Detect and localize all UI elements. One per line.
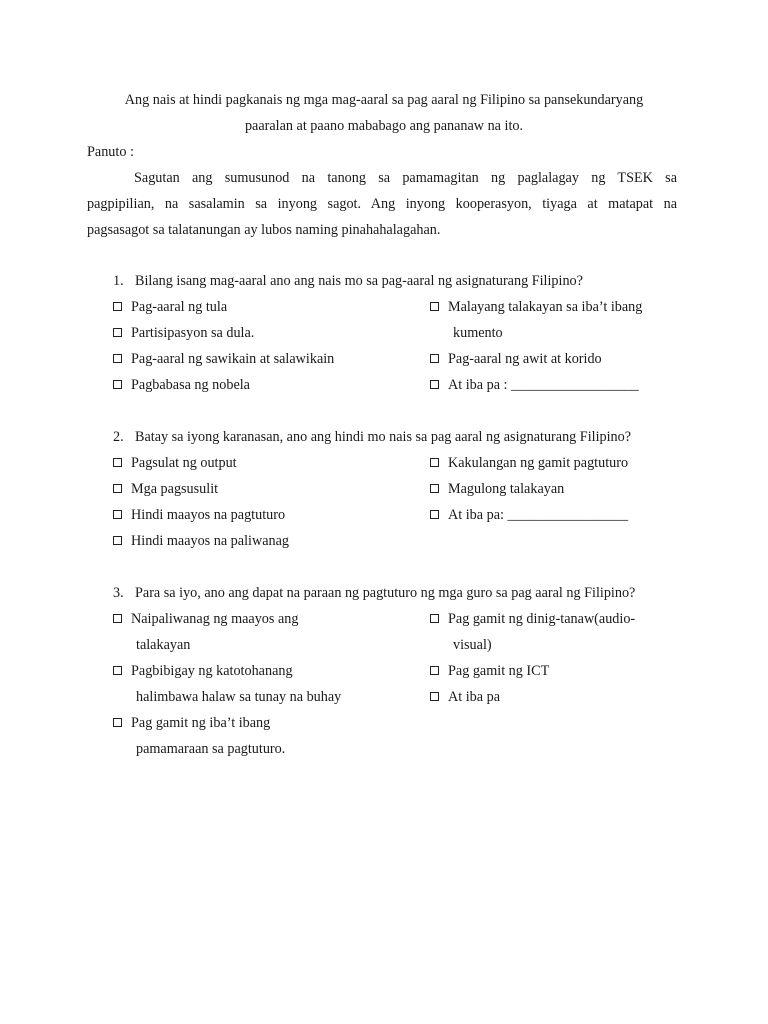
option-label: Mga pagsusulit: [131, 481, 219, 497]
option-q3-left-1[interactable]: [113, 610, 298, 628]
checkbox[interactable]: [113, 302, 122, 311]
instructions-heading: Panuto :: [87, 144, 134, 160]
option-q1-right-1-cont: kumento: [453, 325, 503, 341]
option-q3-right-2[interactable]: [430, 662, 549, 680]
option-q1-left-4[interactable]: [113, 376, 250, 394]
checkbox[interactable]: [113, 510, 122, 519]
instructions-line-1: Sagutan ang sumusunod na tanong sa pamamagitan ng paglalagay ng TSEK sa: [134, 170, 677, 186]
checkbox[interactable]: [113, 328, 122, 337]
option-label: Pagbabasa ng nobela: [131, 377, 250, 393]
checkbox[interactable]: [113, 718, 122, 727]
question-number: 2.: [113, 429, 124, 445]
option-q1-right-1[interactable]: [430, 298, 642, 316]
checkbox[interactable]: [113, 354, 122, 363]
option-label: Kakulangan ng gamit pagtuturo: [448, 455, 629, 471]
checkbox[interactable]: [113, 458, 122, 467]
checkbox[interactable]: [430, 484, 439, 493]
checkbox[interactable]: [430, 510, 439, 519]
option-label: Pag-aaral ng awit at korido: [448, 351, 602, 367]
option-label: Hindi maayos na pagtuturo: [131, 507, 286, 523]
checkbox[interactable]: [430, 692, 439, 701]
option-q1-left-1[interactable]: [113, 298, 227, 316]
option-q2-left-3[interactable]: [113, 506, 285, 524]
option-q1-right-3[interactable]: [430, 376, 639, 394]
option-q2-right-3[interactable]: [430, 506, 628, 524]
option-q2-right-2[interactable]: [430, 480, 564, 498]
option-label: Pag gamit ng dinig-tanaw(audio-: [448, 611, 636, 627]
option-q1-left-3[interactable]: [113, 350, 334, 368]
question-text: Bilang isang mag-aaral ano ang nais mo sa pag-aaral ng asignaturang Filipino?: [135, 273, 583, 289]
option-label: Pagbibigay ng katotohanang: [131, 663, 293, 679]
option-label: Naipaliwanag ng maayos ang: [131, 611, 299, 627]
title-line-1: Ang nais at hindi pagkanais ng mga mag-aaral sa pag aaral ng Filipino sa pansekundaryang: [124, 92, 644, 108]
checkbox[interactable]: [113, 666, 122, 675]
question-text: Batay sa iyong karanasan, ano ang hindi mo nais sa pag aaral ng asignaturang Filipino?: [135, 429, 632, 445]
option-label: Hindi maayos na paliwanag: [131, 533, 289, 549]
option-q3-right-1[interactable]: [430, 610, 635, 628]
question-2: [113, 428, 631, 446]
instructions-line-2: pagpipilian, na sasalamin sa inyong sagot. Ang inyong kooperasyon, tiyaga at matapat na: [87, 196, 677, 212]
option-label: At iba pa: _________________: [448, 507, 629, 523]
checkbox[interactable]: [113, 484, 122, 493]
option-q3-right-1-cont: visual): [453, 637, 492, 653]
checkbox[interactable]: [430, 380, 439, 389]
option-q1-right-2[interactable]: [430, 350, 602, 368]
option-q3-left-2-cont: halimbawa halaw sa tunay na buhay: [136, 689, 342, 705]
checkbox[interactable]: [430, 666, 439, 675]
checkbox[interactable]: [430, 458, 439, 467]
question-3: [113, 584, 635, 602]
checkbox[interactable]: [430, 614, 439, 623]
option-q2-left-1[interactable]: [113, 454, 237, 472]
option-label: At iba pa : __________________: [448, 377, 639, 393]
option-q2-left-4[interactable]: [113, 532, 289, 550]
option-q3-right-3[interactable]: [430, 688, 500, 706]
option-label: Partisipasyon sa dula.: [131, 325, 255, 341]
option-label: Pag-aaral ng sawikain at salawikain: [131, 351, 335, 367]
option-label: Pagsulat ng output: [131, 455, 237, 471]
option-label: Malayang talakayan sa iba’t ibang: [448, 299, 643, 315]
instructions-line-3: pagsasagot sa talatanungan ay lubos naming pinahahalagahan.: [87, 222, 441, 238]
option-q3-left-3[interactable]: [113, 714, 270, 732]
option-q2-right-1[interactable]: [430, 454, 628, 472]
question-number: 3.: [113, 585, 124, 601]
checkbox[interactable]: [113, 536, 122, 545]
option-q3-left-3-cont: pamamaraan sa pagtuturo.: [136, 741, 286, 757]
option-label: Magulong talakayan: [448, 481, 565, 497]
checkbox[interactable]: [430, 354, 439, 363]
title-line-2: paaralan at paano mababago ang pananaw na ito.: [244, 118, 524, 134]
option-label: At iba pa: [448, 689, 501, 705]
question-1: [113, 272, 583, 290]
option-label: Pag gamit ng iba’t ibang: [131, 715, 271, 731]
question-text: Para sa iyo, ano ang dapat na paraan ng pagtuturo ng mga guro sa pag aaral ng Filipino?: [135, 585, 636, 601]
checkbox[interactable]: [113, 380, 122, 389]
option-q3-left-2[interactable]: [113, 662, 293, 680]
checkbox[interactable]: [430, 302, 439, 311]
option-q2-left-2[interactable]: [113, 480, 218, 498]
option-label: Pag gamit ng ICT: [448, 663, 550, 679]
checkbox[interactable]: [113, 614, 122, 623]
option-q3-left-1-cont: talakayan: [136, 637, 191, 653]
option-q1-left-2[interactable]: [113, 324, 254, 342]
question-number: 1.: [113, 273, 124, 289]
option-label: Pag-aaral ng tula: [131, 299, 228, 315]
